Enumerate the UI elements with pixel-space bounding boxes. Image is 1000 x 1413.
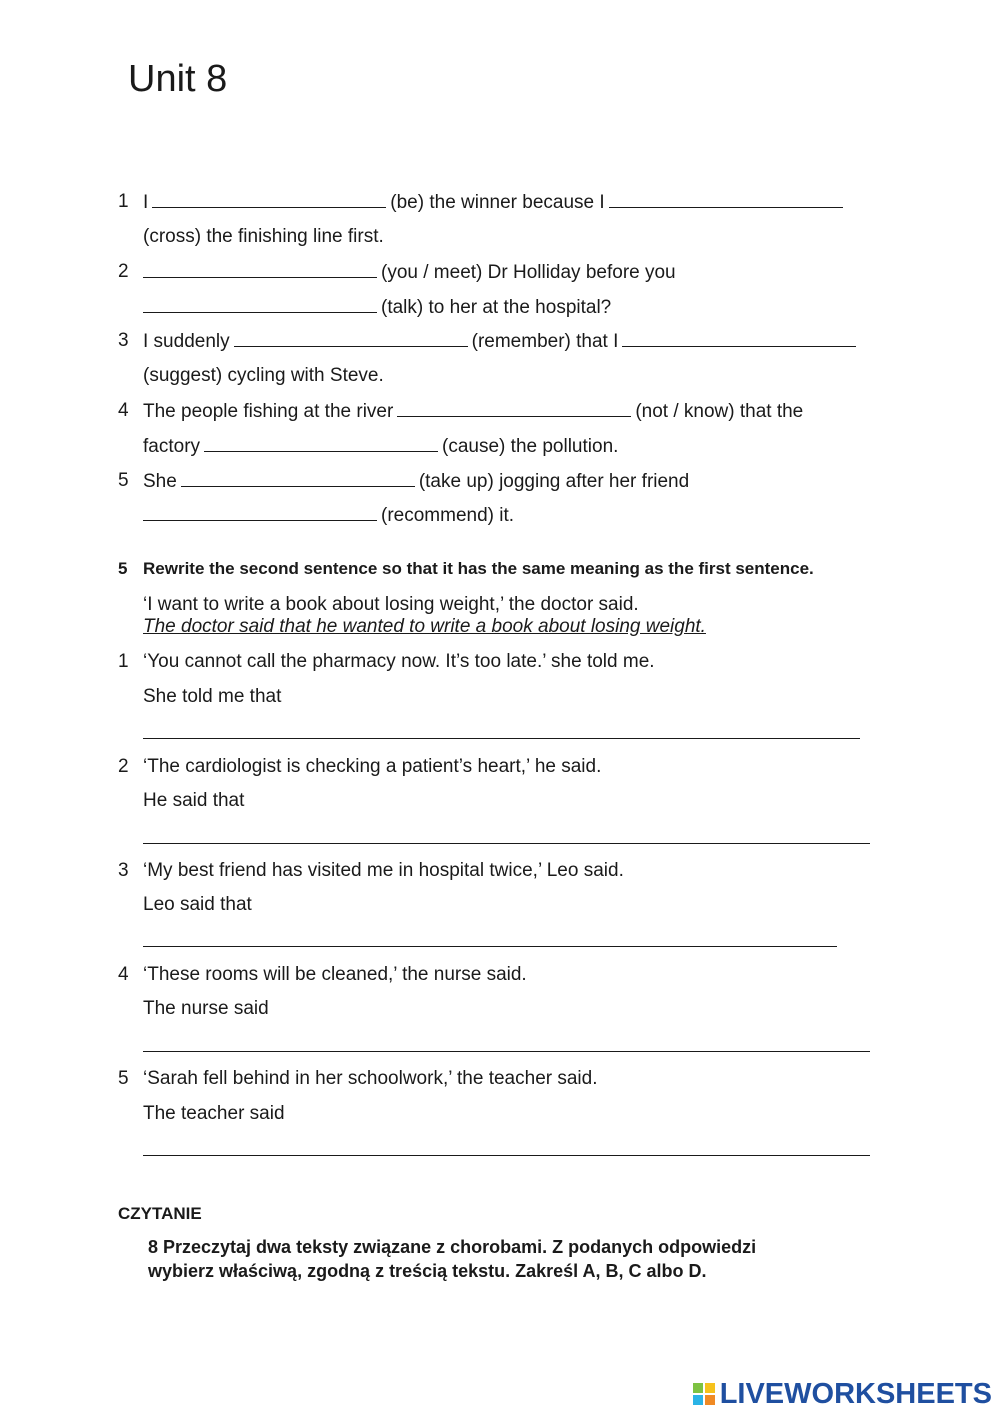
answer-line[interactable] [143,946,837,947]
blank-input[interactable] [622,330,856,347]
answer-line[interactable] [143,1051,870,1052]
exercise-number: 5 [118,559,128,578]
blank-input[interactable] [152,191,386,208]
item-line: (you / meet) Dr Holliday before you [143,261,676,284]
item-number: 1 [118,651,129,672]
item-prompt: ‘Sarah fell behind in her schoolwork,’ the teacher said. [143,1068,598,1089]
item-line: (talk) to her at the hospital? [143,296,611,319]
section-heading: CZYTANIE [118,1204,202,1223]
blank-input[interactable] [234,330,468,347]
item-prompt: ‘You cannot call the pharmacy now. It’s too late.’ she told me. [143,651,655,672]
answer-line[interactable] [143,843,870,844]
item-sentence-start: She told me that [143,686,282,707]
item-number: 4 [118,400,129,421]
liveworksheets-logo-icon [693,1383,717,1407]
item-number: 2 [118,261,129,282]
item-number: 1 [118,191,129,212]
item-number: 5 [118,470,129,491]
item-line: factory (cause) the pollution. [143,436,619,457]
item-number: 3 [118,860,129,881]
item-number: 5 [118,1068,129,1089]
item-sentence-start: The teacher said [143,1103,285,1124]
blank-input[interactable] [143,261,377,278]
item-line: (recommend) it. [143,504,514,527]
item-prompt: ‘My best friend has visited me in hospital twice,’ Leo said. [143,860,624,881]
blank-input[interactable] [143,296,377,313]
example-prompt: ‘I want to write a book about losing weight,’ the doctor said. [143,594,639,615]
blank-input[interactable] [397,400,631,417]
item-line: She (take up) jogging after her friend [143,471,690,492]
item-sentence-start: Leo said that [143,894,252,915]
blank-input[interactable] [143,504,377,521]
reading-instruction-line: wybierz właściwą, zgodną z treścią tekstu. Zakreśl A, B, C albo D. [148,1261,707,1281]
logo-text: LIVEWORKSHEETS [719,1378,992,1410]
item-prompt: ‘The cardiologist is checking a patient’s heart,’ he said. [143,756,602,777]
answer-line[interactable] [143,1155,870,1156]
item-number: 4 [118,964,129,985]
reading-instruction-line: 8 Przeczytaj dwa teksty związane z chorobami. Z podanych odpowiedzi [148,1237,757,1257]
item-line: I suddenly (remember) that I [143,330,860,353]
blank-input[interactable] [609,191,843,208]
example-answer: The doctor said that he wanted to write a book about losing weight. [143,616,706,637]
item-line: (cross) the finishing line first. [143,226,384,247]
liveworksheets-logo[interactable] [693,1378,992,1411]
item-prompt: ‘These rooms will be cleaned,’ the nurse said. [143,964,527,985]
exercise-instruction: Rewrite the second sentence so that it has the same meaning as the first sentence. [143,559,814,578]
item-line: I (be) the winner because I [143,191,847,214]
blank-input[interactable] [181,470,415,487]
item-sentence-start: The nurse said [143,998,269,1019]
item-line: (suggest) cycling with Steve. [143,365,384,386]
item-line: The people fishing at the river (not / know) that the [143,401,804,422]
answer-line[interactable] [143,738,860,739]
item-number: 2 [118,756,129,777]
blank-input[interactable] [204,435,438,452]
item-sentence-start: He said that [143,790,245,811]
item-number: 3 [118,330,129,351]
page-title: Unit 8 [128,58,228,100]
